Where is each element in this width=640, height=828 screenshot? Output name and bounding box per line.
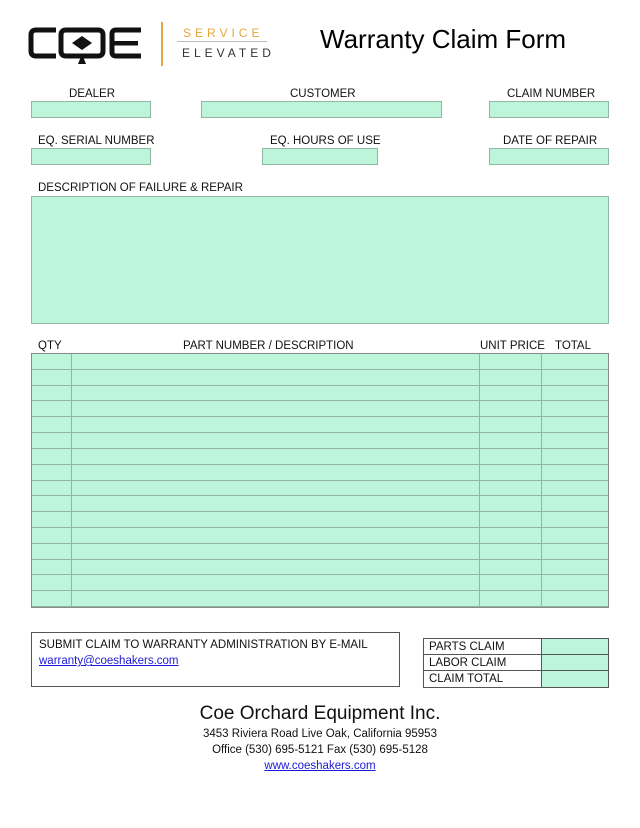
website-link[interactable]: www.coeshakers.com	[264, 760, 376, 772]
table-row[interactable]	[32, 512, 608, 528]
table-column-divider	[479, 354, 480, 607]
submit-instructions: SUBMIT CLAIM TO WARRANTY ADMINISTRATION BY E-MAIL	[39, 639, 368, 651]
labor-claim-label: LABOR CLAIM	[429, 657, 507, 669]
warranty-email-link[interactable]: warranty@coeshakers.com	[39, 655, 179, 667]
unit-price-header: UNIT PRICE	[480, 340, 545, 352]
table-row[interactable]	[32, 481, 608, 497]
parts-claim-field[interactable]	[541, 639, 608, 654]
dealer-label: DEALER	[69, 88, 116, 100]
submit-instructions-box	[31, 632, 400, 687]
labor-claim-row	[424, 655, 608, 671]
claim-number-field[interactable]	[489, 101, 609, 118]
table-row[interactable]	[32, 370, 608, 386]
table-row[interactable]	[32, 386, 608, 402]
table-row[interactable]	[32, 528, 608, 544]
coe-logo	[28, 24, 150, 66]
serial-number-label: EQ. SERIAL NUMBER	[38, 135, 155, 147]
totals-table	[423, 638, 609, 688]
brand-tagline-bottom: ELEVATED	[182, 46, 275, 60]
labor-claim-field[interactable]	[541, 655, 608, 670]
table-column-divider	[541, 354, 542, 607]
date-of-repair-field[interactable]	[489, 148, 609, 165]
description-field[interactable]	[31, 196, 609, 324]
company-name: Coe Orchard Equipment Inc.	[199, 703, 441, 724]
table-row[interactable]	[32, 449, 608, 465]
claim-total-field[interactable]	[541, 671, 608, 687]
claim-total-label: CLAIM TOTAL	[429, 673, 504, 685]
description-label: DESCRIPTION OF FAILURE & REPAIR	[38, 182, 243, 194]
table-row[interactable]	[32, 575, 608, 591]
table-row[interactable]	[32, 591, 608, 607]
brand-tagline-top: SERVICE	[183, 26, 264, 40]
qty-header: QTY	[38, 340, 62, 352]
date-of-repair-label: DATE OF REPAIR	[503, 135, 598, 147]
company-address: 3453 Riviera Road Live Oak, California 95953	[203, 728, 437, 740]
page-title: Warranty Claim Form	[320, 24, 567, 54]
claim-number-label: CLAIM NUMBER	[507, 88, 596, 100]
hours-of-use-label: EQ. HOURS OF USE	[270, 135, 381, 147]
parts-table	[31, 353, 609, 608]
brand-divider	[161, 22, 163, 66]
customer-label: CUSTOMER	[290, 88, 356, 100]
website-line	[0, 760, 640, 772]
table-row[interactable]	[32, 417, 608, 433]
table-row[interactable]	[32, 496, 608, 512]
customer-field[interactable]	[201, 101, 442, 118]
table-row[interactable]	[32, 465, 608, 481]
table-row[interactable]	[32, 560, 608, 576]
parts-claim-row	[424, 639, 608, 655]
table-row[interactable]	[32, 401, 608, 417]
table-row[interactable]	[32, 433, 608, 449]
brand-rule	[177, 41, 267, 42]
table-column-divider	[71, 354, 72, 607]
claim-total-row	[424, 671, 608, 687]
hours-of-use-field[interactable]	[262, 148, 378, 165]
company-phone: Office (530) 695-5121 Fax (530) 695-5128	[212, 744, 428, 756]
table-row[interactable]	[32, 544, 608, 560]
dealer-field[interactable]	[31, 101, 151, 118]
serial-number-field[interactable]	[31, 148, 151, 165]
part-description-header: PART NUMBER / DESCRIPTION	[183, 340, 354, 352]
parts-claim-label: PARTS CLAIM	[429, 641, 505, 653]
total-header: TOTAL	[555, 340, 591, 352]
table-row[interactable]	[32, 354, 608, 370]
